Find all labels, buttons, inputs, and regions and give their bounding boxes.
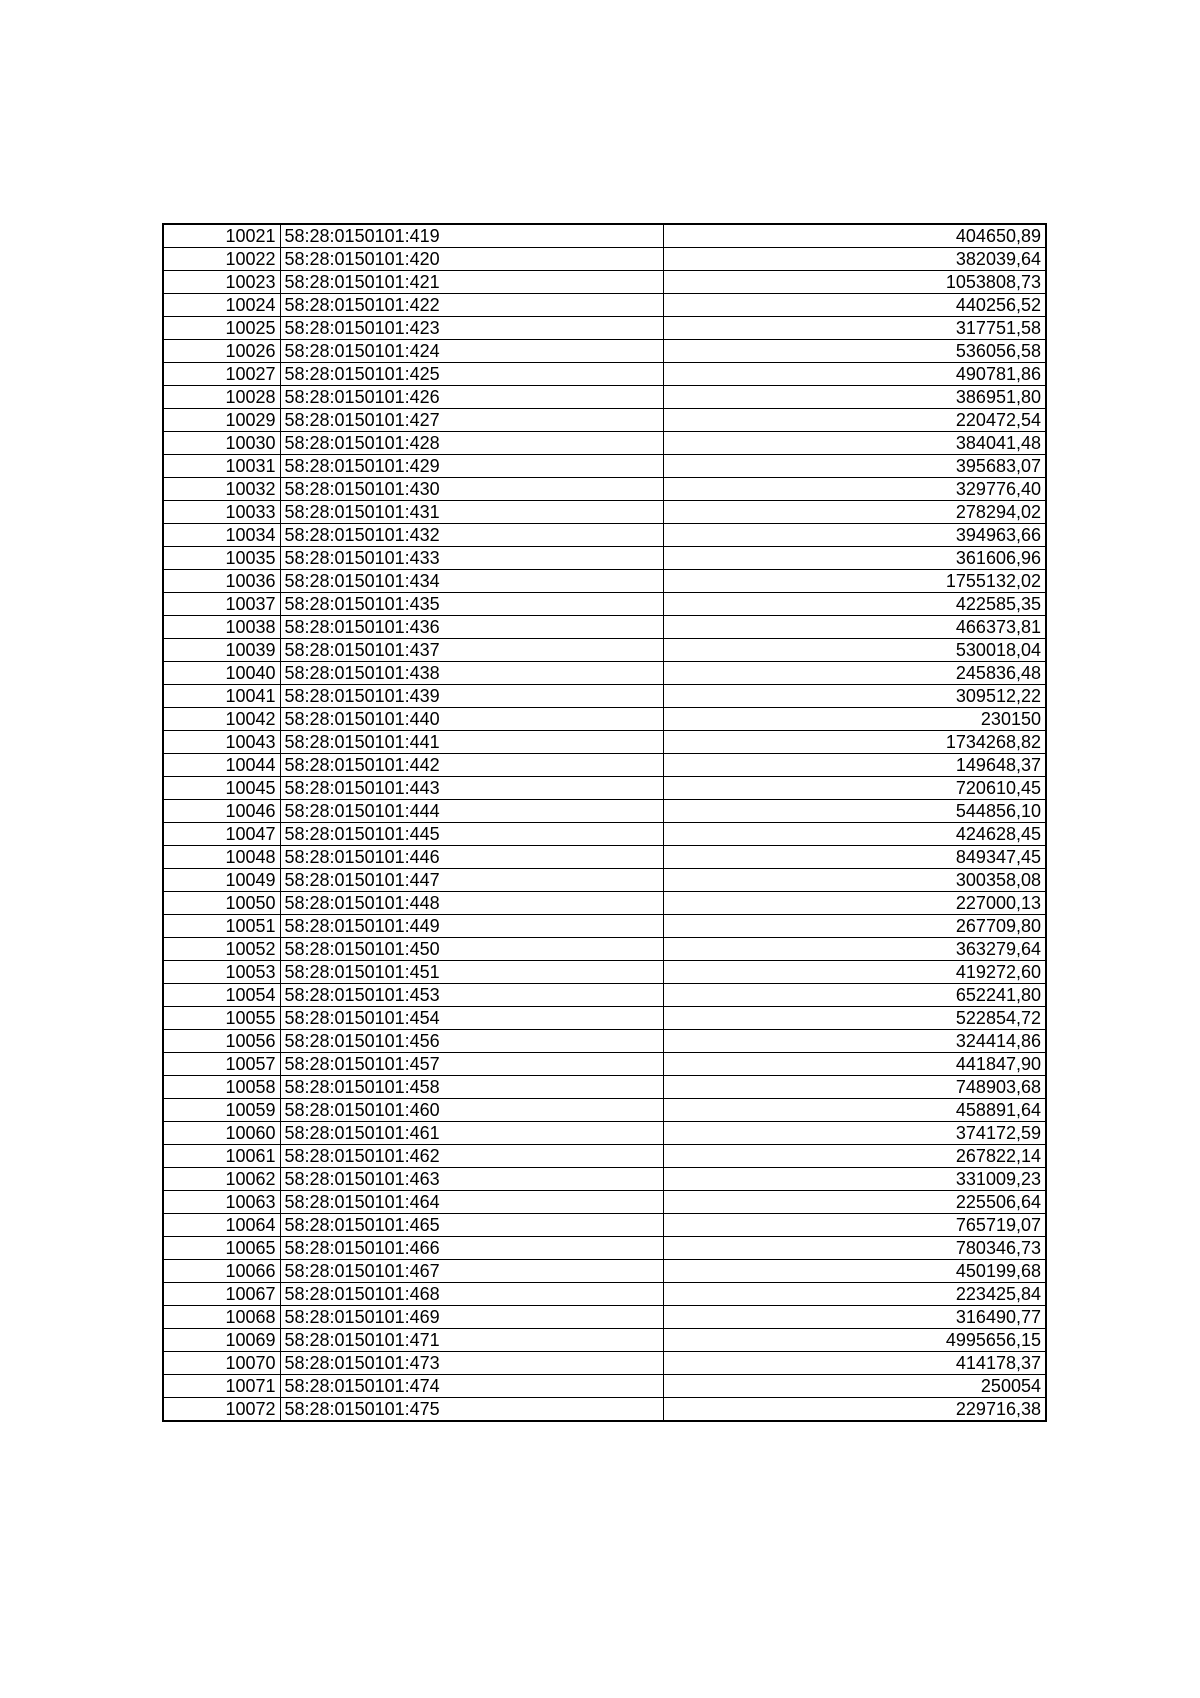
table-body <box>163 224 1046 1421</box>
cadastral-value-cell: 386951,80 <box>663 386 1046 409</box>
row-number-cell: 10023 <box>163 271 280 294</box>
table-row <box>163 1260 1046 1283</box>
cadastral-number-cell: 58:28:0150101:419 <box>280 224 663 248</box>
cadastral-value-cell: 363279,64 <box>663 938 1046 961</box>
row-number-cell: 10050 <box>163 892 280 915</box>
row-number-cell: 10068 <box>163 1306 280 1329</box>
table-row <box>163 524 1046 547</box>
row-number-cell: 10038 <box>163 616 280 639</box>
table-row <box>163 984 1046 1007</box>
table-row <box>163 1122 1046 1145</box>
table-row <box>163 915 1046 938</box>
cadastral-number-cell: 58:28:0150101:456 <box>280 1030 663 1053</box>
cadastral-value-cell: 324414,86 <box>663 1030 1046 1053</box>
cadastral-value-cell: 300358,08 <box>663 869 1046 892</box>
cadastral-number-cell: 58:28:0150101:428 <box>280 432 663 455</box>
cadastral-number-cell: 58:28:0150101:460 <box>280 1099 663 1122</box>
row-number-cell: 10043 <box>163 731 280 754</box>
row-number-cell: 10041 <box>163 685 280 708</box>
cadastral-number-cell: 58:28:0150101:422 <box>280 294 663 317</box>
cadastral-number-cell: 58:28:0150101:468 <box>280 1283 663 1306</box>
cadastral-number-cell: 58:28:0150101:475 <box>280 1398 663 1422</box>
table-row <box>163 547 1046 570</box>
cadastral-value-cell: 780346,73 <box>663 1237 1046 1260</box>
table-row <box>163 294 1046 317</box>
row-number-cell: 10048 <box>163 846 280 869</box>
row-number-cell: 10049 <box>163 869 280 892</box>
table-row <box>163 501 1046 524</box>
cadastral-number-cell: 58:28:0150101:435 <box>280 593 663 616</box>
cadastral-value-cell: 414178,37 <box>663 1352 1046 1375</box>
row-number-cell: 10028 <box>163 386 280 409</box>
cadastral-number-cell: 58:28:0150101:441 <box>280 731 663 754</box>
table-row <box>163 317 1046 340</box>
cadastral-number-cell: 58:28:0150101:458 <box>280 1076 663 1099</box>
table-row <box>163 224 1046 248</box>
cadastral-value-cell: 225506,64 <box>663 1191 1046 1214</box>
cadastral-value-cell: 544856,10 <box>663 800 1046 823</box>
cadastral-number-cell: 58:28:0150101:429 <box>280 455 663 478</box>
cadastral-number-cell: 58:28:0150101:424 <box>280 340 663 363</box>
cadastral-value-cell: 317751,58 <box>663 317 1046 340</box>
cadastral-value-cell: 267709,80 <box>663 915 1046 938</box>
row-number-cell: 10052 <box>163 938 280 961</box>
cadastral-number-cell: 58:28:0150101:423 <box>280 317 663 340</box>
row-number-cell: 10035 <box>163 547 280 570</box>
cadastral-number-cell: 58:28:0150101:421 <box>280 271 663 294</box>
cadastral-value-cell: 440256,52 <box>663 294 1046 317</box>
cadastral-number-cell: 58:28:0150101:434 <box>280 570 663 593</box>
row-number-cell: 10066 <box>163 1260 280 1283</box>
row-number-cell: 10034 <box>163 524 280 547</box>
cadastral-number-cell: 58:28:0150101:436 <box>280 616 663 639</box>
cadastral-number-cell: 58:28:0150101:430 <box>280 478 663 501</box>
row-number-cell: 10071 <box>163 1375 280 1398</box>
table-row <box>163 1375 1046 1398</box>
cadastral-number-cell: 58:28:0150101:474 <box>280 1375 663 1398</box>
cadastral-number-cell: 58:28:0150101:427 <box>280 409 663 432</box>
cadastral-value-cell: 1053808,73 <box>663 271 1046 294</box>
cadastral-number-cell: 58:28:0150101:453 <box>280 984 663 1007</box>
table-row <box>163 593 1046 616</box>
row-number-cell: 10070 <box>163 1352 280 1375</box>
cadastral-number-cell: 58:28:0150101:449 <box>280 915 663 938</box>
cadastral-value-cell: 522854,72 <box>663 1007 1046 1030</box>
cadastral-value-cell: 652241,80 <box>663 984 1046 1007</box>
row-number-cell: 10036 <box>163 570 280 593</box>
cadastral-value-cell: 374172,59 <box>663 1122 1046 1145</box>
row-number-cell: 10069 <box>163 1329 280 1352</box>
cadastral-value-cell: 309512,22 <box>663 685 1046 708</box>
row-number-cell: 10046 <box>163 800 280 823</box>
cadastral-value-cell: 404650,89 <box>663 224 1046 248</box>
table-row <box>163 869 1046 892</box>
cadastral-number-cell: 58:28:0150101:437 <box>280 639 663 662</box>
table-row <box>163 662 1046 685</box>
cadastral-value-cell: 278294,02 <box>663 501 1046 524</box>
cadastral-number-cell: 58:28:0150101:451 <box>280 961 663 984</box>
row-number-cell: 10031 <box>163 455 280 478</box>
row-number-cell: 10059 <box>163 1099 280 1122</box>
cadastral-number-cell: 58:28:0150101:433 <box>280 547 663 570</box>
table-row <box>163 1053 1046 1076</box>
table-row <box>163 271 1046 294</box>
cadastral-value-table <box>162 223 1047 1422</box>
cadastral-value-cell: 395683,07 <box>663 455 1046 478</box>
table-row <box>163 340 1046 363</box>
row-number-cell: 10025 <box>163 317 280 340</box>
row-number-cell: 10047 <box>163 823 280 846</box>
cadastral-number-cell: 58:28:0150101:450 <box>280 938 663 961</box>
row-number-cell: 10024 <box>163 294 280 317</box>
cadastral-number-cell: 58:28:0150101:467 <box>280 1260 663 1283</box>
row-number-cell: 10021 <box>163 224 280 248</box>
row-number-cell: 10029 <box>163 409 280 432</box>
table-row <box>163 386 1046 409</box>
table-row <box>163 1191 1046 1214</box>
cadastral-value-cell: 536056,58 <box>663 340 1046 363</box>
cadastral-value-cell: 1755132,02 <box>663 570 1046 593</box>
table-row <box>163 892 1046 915</box>
table-row <box>163 1076 1046 1099</box>
row-number-cell: 10026 <box>163 340 280 363</box>
cadastral-value-cell: 361606,96 <box>663 547 1046 570</box>
cadastral-value-cell: 490781,86 <box>663 363 1046 386</box>
cadastral-number-cell: 58:28:0150101:426 <box>280 386 663 409</box>
table-row <box>163 731 1046 754</box>
table-row <box>163 1237 1046 1260</box>
cadastral-number-cell: 58:28:0150101:465 <box>280 1214 663 1237</box>
cadastral-value-cell: 223425,84 <box>663 1283 1046 1306</box>
cadastral-value-cell: 1734268,82 <box>663 731 1046 754</box>
cadastral-number-cell: 58:28:0150101:444 <box>280 800 663 823</box>
table-row <box>163 1306 1046 1329</box>
table-row <box>163 1352 1046 1375</box>
cadastral-number-cell: 58:28:0150101:463 <box>280 1168 663 1191</box>
cadastral-number-cell: 58:28:0150101:432 <box>280 524 663 547</box>
row-number-cell: 10045 <box>163 777 280 800</box>
table-row <box>163 961 1046 984</box>
cadastral-value-cell: 441847,90 <box>663 1053 1046 1076</box>
cadastral-value-cell: 229716,38 <box>663 1398 1046 1422</box>
cadastral-value-cell: 382039,64 <box>663 248 1046 271</box>
row-number-cell: 10042 <box>163 708 280 731</box>
row-number-cell: 10044 <box>163 754 280 777</box>
table-row <box>163 432 1046 455</box>
cadastral-value-cell: 227000,13 <box>663 892 1046 915</box>
cadastral-value-cell: 230150 <box>663 708 1046 731</box>
cadastral-value-cell: 267822,14 <box>663 1145 1046 1168</box>
table-row <box>163 800 1046 823</box>
row-number-cell: 10065 <box>163 1237 280 1260</box>
cadastral-value-cell: 329776,40 <box>663 478 1046 501</box>
cadastral-number-cell: 58:28:0150101:471 <box>280 1329 663 1352</box>
row-number-cell: 10064 <box>163 1214 280 1237</box>
cadastral-number-cell: 58:28:0150101:445 <box>280 823 663 846</box>
table-row <box>163 1214 1046 1237</box>
table-row <box>163 1168 1046 1191</box>
table-row <box>163 938 1046 961</box>
row-number-cell: 10037 <box>163 593 280 616</box>
cadastral-number-cell: 58:28:0150101:425 <box>280 363 663 386</box>
row-number-cell: 10022 <box>163 248 280 271</box>
cadastral-number-cell: 58:28:0150101:454 <box>280 1007 663 1030</box>
cadastral-number-cell: 58:28:0150101:443 <box>280 777 663 800</box>
cadastral-number-cell: 58:28:0150101:439 <box>280 685 663 708</box>
table-row <box>163 455 1046 478</box>
table-row <box>163 363 1046 386</box>
table-row <box>163 639 1046 662</box>
cadastral-value-cell: 419272,60 <box>663 961 1046 984</box>
row-number-cell: 10057 <box>163 1053 280 1076</box>
table-row <box>163 1030 1046 1053</box>
cadastral-value-cell: 765719,07 <box>663 1214 1046 1237</box>
cadastral-number-cell: 58:28:0150101:420 <box>280 248 663 271</box>
row-number-cell: 10063 <box>163 1191 280 1214</box>
cadastral-number-cell: 58:28:0150101:466 <box>280 1237 663 1260</box>
row-number-cell: 10030 <box>163 432 280 455</box>
cadastral-number-cell: 58:28:0150101:469 <box>280 1306 663 1329</box>
cadastral-value-cell: 748903,68 <box>663 1076 1046 1099</box>
cadastral-number-cell: 58:28:0150101:442 <box>280 754 663 777</box>
row-number-cell: 10027 <box>163 363 280 386</box>
cadastral-value-cell: 250054 <box>663 1375 1046 1398</box>
table-row <box>163 616 1046 639</box>
table-row <box>163 846 1046 869</box>
cadastral-value-cell: 316490,77 <box>663 1306 1046 1329</box>
cadastral-value-cell: 331009,23 <box>663 1168 1046 1191</box>
cadastral-value-cell: 4995656,15 <box>663 1329 1046 1352</box>
row-number-cell: 10056 <box>163 1030 280 1053</box>
cadastral-number-cell: 58:28:0150101:462 <box>280 1145 663 1168</box>
cadastral-value-cell: 450199,68 <box>663 1260 1046 1283</box>
row-number-cell: 10053 <box>163 961 280 984</box>
table-row <box>163 823 1046 846</box>
row-number-cell: 10072 <box>163 1398 280 1422</box>
cadastral-number-cell: 58:28:0150101:438 <box>280 662 663 685</box>
cadastral-value-cell: 458891,64 <box>663 1099 1046 1122</box>
cadastral-number-cell: 58:28:0150101:464 <box>280 1191 663 1214</box>
table-row <box>163 1007 1046 1030</box>
cadastral-value-cell: 530018,04 <box>663 639 1046 662</box>
cadastral-number-cell: 58:28:0150101:446 <box>280 846 663 869</box>
row-number-cell: 10039 <box>163 639 280 662</box>
table-row <box>163 777 1046 800</box>
cadastral-value-cell: 245836,48 <box>663 662 1046 685</box>
row-number-cell: 10060 <box>163 1122 280 1145</box>
row-number-cell: 10055 <box>163 1007 280 1030</box>
cadastral-number-cell: 58:28:0150101:473 <box>280 1352 663 1375</box>
cadastral-value-cell: 849347,45 <box>663 846 1046 869</box>
row-number-cell: 10032 <box>163 478 280 501</box>
row-number-cell: 10054 <box>163 984 280 1007</box>
cadastral-value-cell: 424628,45 <box>663 823 1046 846</box>
cadastral-value-cell: 394963,66 <box>663 524 1046 547</box>
cadastral-number-cell: 58:28:0150101:447 <box>280 869 663 892</box>
table-row <box>163 1145 1046 1168</box>
cadastral-value-cell: 149648,37 <box>663 754 1046 777</box>
row-number-cell: 10033 <box>163 501 280 524</box>
cadastral-value-cell: 720610,45 <box>663 777 1046 800</box>
table-row <box>163 1283 1046 1306</box>
table-row <box>163 1099 1046 1122</box>
table-row <box>163 248 1046 271</box>
cadastral-value-cell: 220472,54 <box>663 409 1046 432</box>
cadastral-value-cell: 422585,35 <box>663 593 1046 616</box>
cadastral-number-cell: 58:28:0150101:461 <box>280 1122 663 1145</box>
table-row <box>163 409 1046 432</box>
cadastral-value-cell: 384041,48 <box>663 432 1046 455</box>
row-number-cell: 10062 <box>163 1168 280 1191</box>
row-number-cell: 10051 <box>163 915 280 938</box>
row-number-cell: 10067 <box>163 1283 280 1306</box>
cadastral-value-cell: 466373,81 <box>663 616 1046 639</box>
row-number-cell: 10040 <box>163 662 280 685</box>
row-number-cell: 10061 <box>163 1145 280 1168</box>
table-row <box>163 478 1046 501</box>
table-row <box>163 754 1046 777</box>
cadastral-number-cell: 58:28:0150101:457 <box>280 1053 663 1076</box>
table-row <box>163 570 1046 593</box>
cadastral-number-cell: 58:28:0150101:431 <box>280 501 663 524</box>
cadastral-number-cell: 58:28:0150101:448 <box>280 892 663 915</box>
table-row <box>163 708 1046 731</box>
table-row <box>163 1398 1046 1422</box>
row-number-cell: 10058 <box>163 1076 280 1099</box>
cadastral-number-cell: 58:28:0150101:440 <box>280 708 663 731</box>
table-row <box>163 1329 1046 1352</box>
table-row <box>163 685 1046 708</box>
